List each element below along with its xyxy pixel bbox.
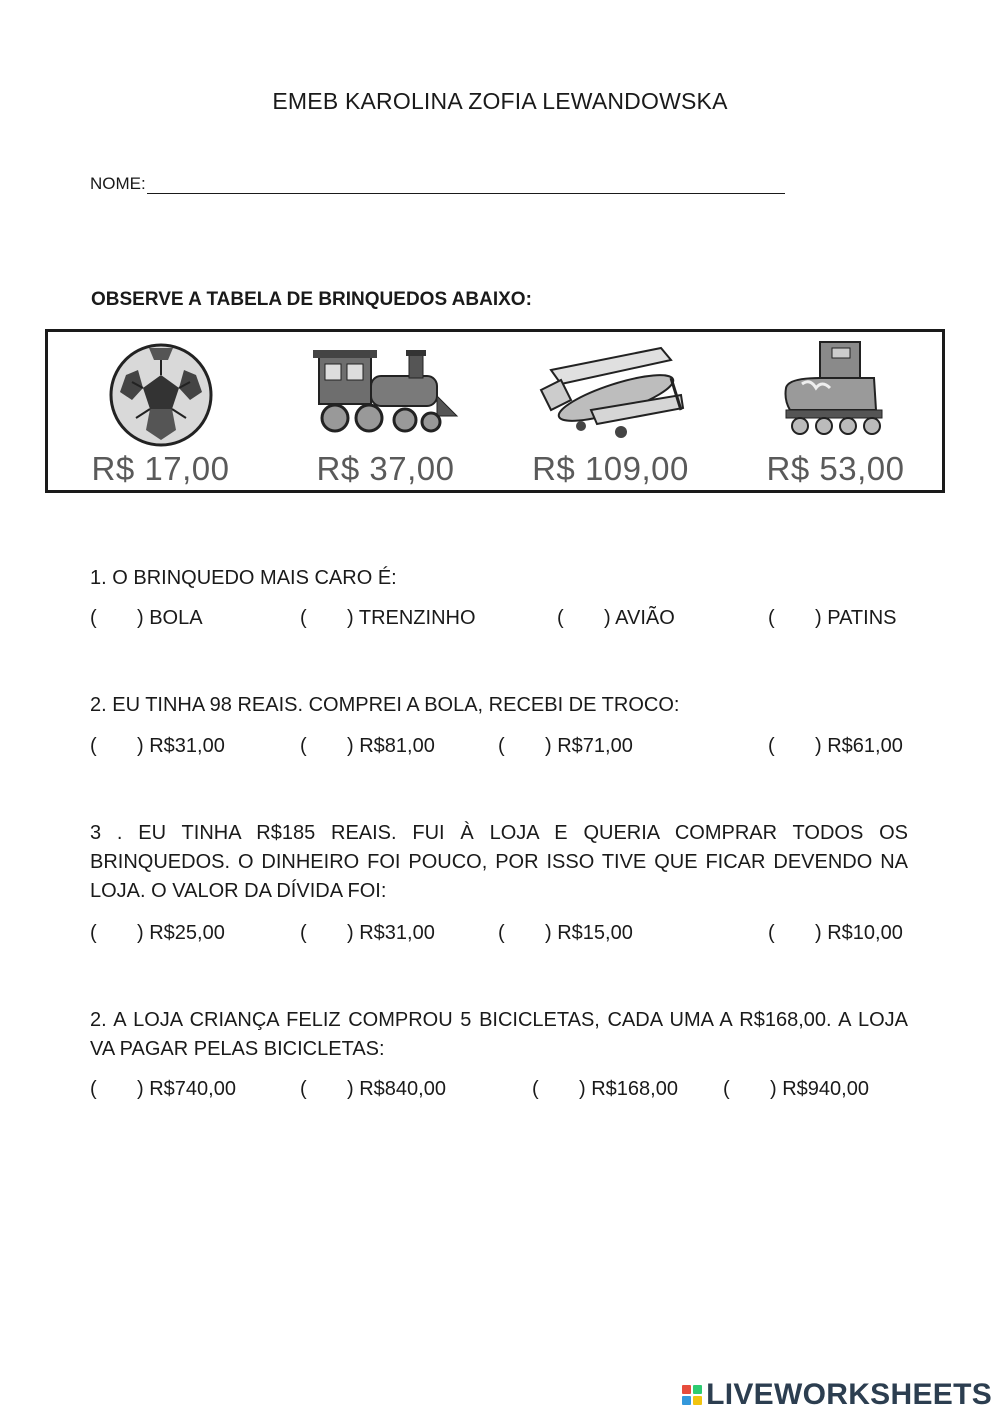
question-1: 1. O BRINQUEDO MAIS CARO É: — [90, 567, 397, 589]
price-skate: R$ 53,00 — [766, 450, 905, 487]
question-2: 2. EU TINHA 98 REAIS. COMPREI A BOLA, RECEBI DE TROCO: — [90, 694, 680, 716]
option-4c[interactable]: ( ) R$168,00 — [532, 1078, 678, 1100]
toy-cell-ball — [48, 332, 273, 490]
toy-cell-airplane — [498, 332, 723, 490]
question-3: 3 . EU TINHA R$185 REAIS. FUI À LOJA E QUERIA COMPRAR TODOS OS BRINQUEDOS. O DINHEIRO FOI POUCO, POR ISSO TIVE QUE FICAR DEVENDO NA LOJA. O VALOR DA DÍVIDA FOI: — [90, 822, 908, 902]
price-ball: R$ 17,00 — [91, 450, 230, 487]
option-2d[interactable]: ( ) R$61,00 — [768, 735, 903, 757]
toy-cell-train — [273, 332, 498, 490]
toy-cell-skate — [723, 332, 948, 490]
roller-skate-icon — [776, 338, 896, 438]
price-airplane: R$ 109,00 — [532, 450, 689, 487]
option-3a[interactable]: ( ) R$25,00 — [90, 922, 225, 944]
liveworksheets-logo-icon — [682, 1385, 702, 1405]
option-2c[interactable]: ( ) R$71,00 — [498, 735, 633, 757]
option-4a[interactable]: ( ) R$740,00 — [90, 1078, 236, 1100]
option-3b[interactable]: ( ) R$31,00 — [300, 922, 435, 944]
name-field[interactable] — [90, 174, 785, 194]
name-blank-line[interactable] — [147, 175, 785, 194]
soccer-ball-icon — [106, 340, 216, 450]
name-label: NOME: — [90, 174, 146, 193]
question-4: 2. A LOJA CRIANÇA FELIZ COMPROU 5 BICICLETAS, CADA UMA A R$168,00. A LOJA VA PAGAR PELAS BICICLETAS: — [90, 1009, 908, 1060]
option-3c[interactable]: ( ) R$15,00 — [498, 922, 633, 944]
option-3d[interactable]: ( ) R$10,00 — [768, 922, 903, 944]
option-1a[interactable]: ( ) BOLA — [90, 607, 203, 629]
toy-train-icon — [311, 346, 461, 441]
option-4d[interactable]: ( ) R$940,00 — [723, 1078, 869, 1100]
instruction-heading: OBSERVE A TABELA DE BRINQUEDOS ABAIXO: — [91, 289, 532, 310]
school-name: EMEB KAROLINA ZOFIA LEWANDOWSKA — [272, 88, 728, 114]
option-4b[interactable]: ( ) R$840,00 — [300, 1078, 446, 1100]
option-1d[interactable]: ( ) PATINS — [768, 607, 897, 629]
price-train: R$ 37,00 — [316, 450, 455, 487]
option-2b[interactable]: ( ) R$81,00 — [300, 735, 435, 757]
option-2a[interactable]: ( ) R$31,00 — [90, 735, 225, 757]
option-1b[interactable]: ( ) TRENZINHO — [300, 607, 476, 629]
liveworksheets-brand — [682, 1378, 992, 1412]
brand-name: LIVEWORKSHEETS — [706, 1378, 992, 1411]
toy-airplane-icon — [531, 340, 691, 440]
toy-price-table — [45, 329, 945, 493]
option-1c[interactable]: ( ) AVIÃO — [557, 607, 675, 629]
